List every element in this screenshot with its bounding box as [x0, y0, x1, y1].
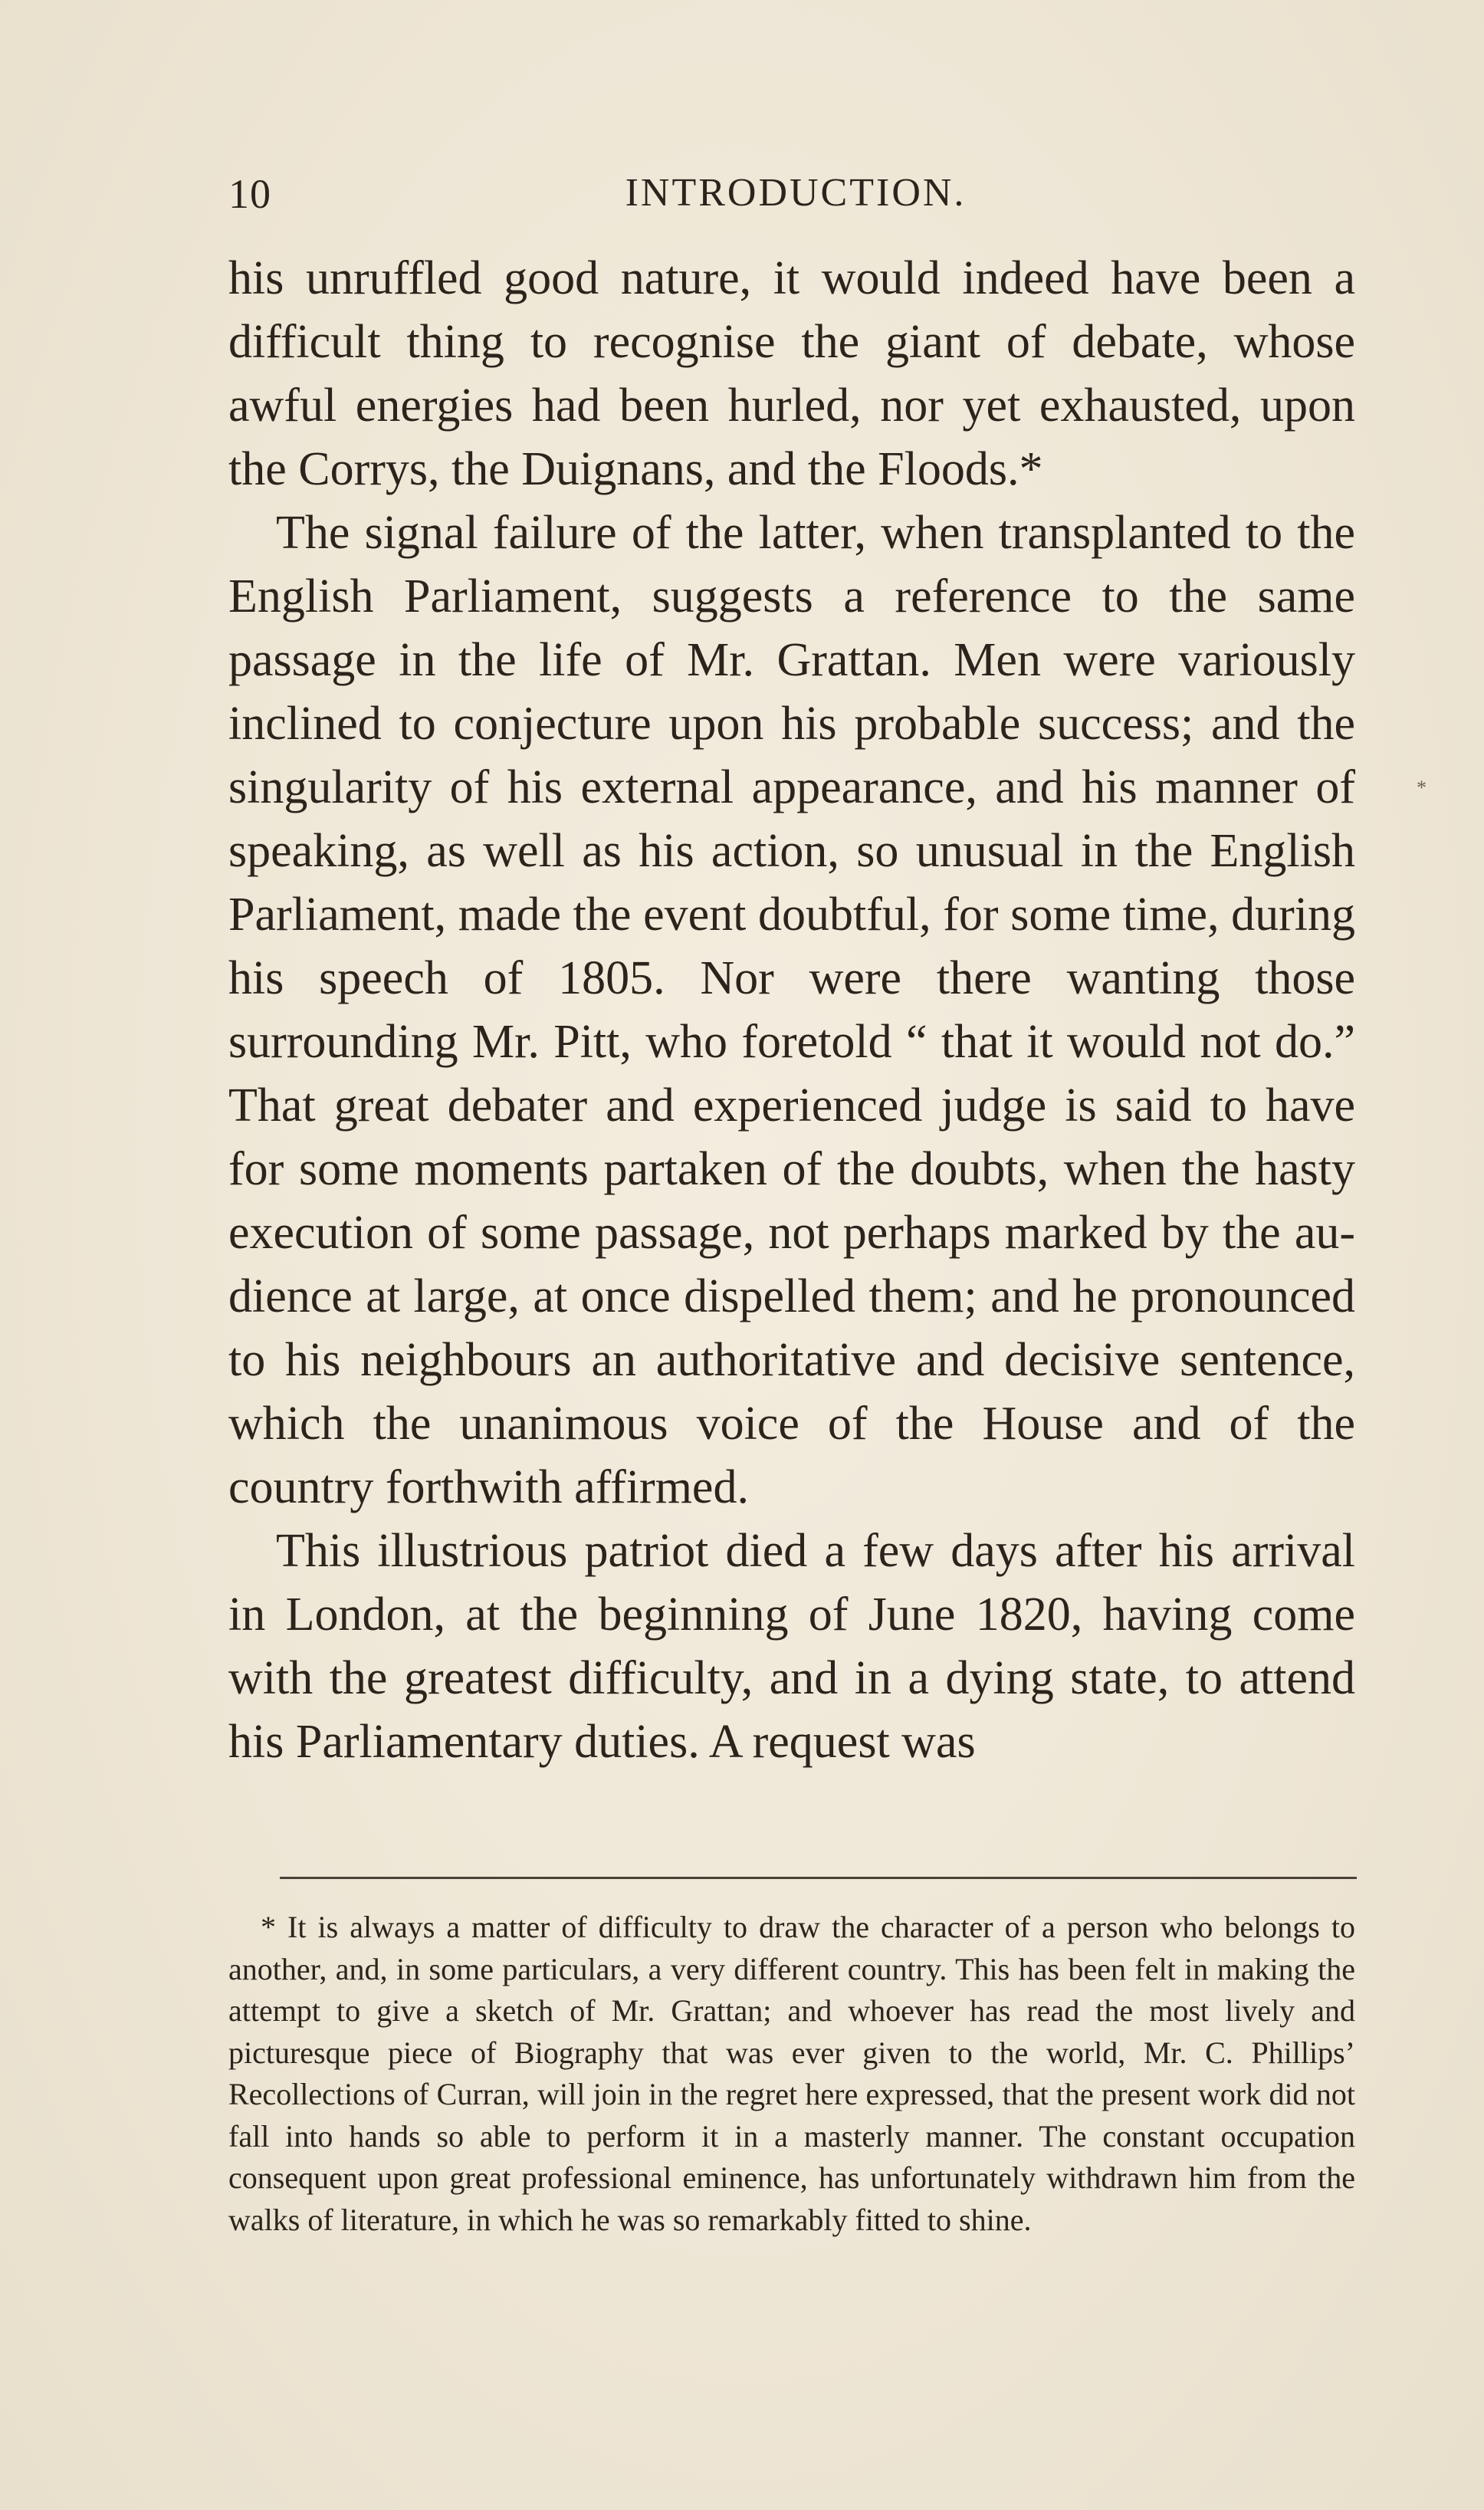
footnote-text: * It is always a matter of difficulty to draw the character of a person who belongs to another, and, in some particulars, a very different country. This has been felt in making the attempt to give a sketch of Mr. Grattan; and whoever has read the most lively and picturesque piece of Biography that was ever given to the world, Mr. C. Phillips’ Recollections of Curran, will join in the regret here expressed, that the present work did not fall into hands so able to perform it in a masterly manner. The constant occupation consequent upon great professional eminence, has unfortunately withdrawn him from the walks of literature, in which he was so remarkably fitted to shine. [228, 1910, 1355, 2237]
body-text [228, 247, 1355, 1774]
footnote-rule [280, 1877, 1357, 1879]
paragraph-3: This illustrious patriot died a few days after his arrival in London, at the beginning of June 1820, having come with the greatest difficulty, and in a dying state, to attend his Parliamentary duties. A request was [228, 1525, 1355, 1768]
page-number: 10 [228, 171, 271, 217]
paragraph-1: his unruffled good nature, it would indeed have been a difficult thing to recognise the giant of debate, whose awful energies had been hurled, nor yet exhausted, upon the Corrys, the Duignans, and the Floods.* [228, 252, 1355, 495]
footnote [228, 1907, 1355, 2241]
paragraph-2: The signal failure of the latter, when transplanted to the English Parliament, suggests a reference to the same passage in the life of Mr. Grattan. Men were variously inclined to conjecture upon his probable success; and the singularity of his external appearance, and his manner of speaking, as well as his action, so unusual in the English Parliament, made the event doubtful, for some time, during his speech of 1805. Nor were there wanting those surrounding Mr. Pitt, who foretold “ that it would not do.” That great debater and experienced judge is said to have for some moments partaken of the doubts, when the hasty execution of some passage, not perhaps marked by the audience at large, at once dispelled them; and he pronounced to his neighbours an authoritative and decisive sentence, which the unanimous voice of the House and of the country forthwith affirmed. [228, 507, 1355, 1513]
margin-mark: * [1417, 777, 1427, 799]
running-head: INTRODUCTION. [625, 171, 967, 215]
page-header [228, 170, 1363, 224]
